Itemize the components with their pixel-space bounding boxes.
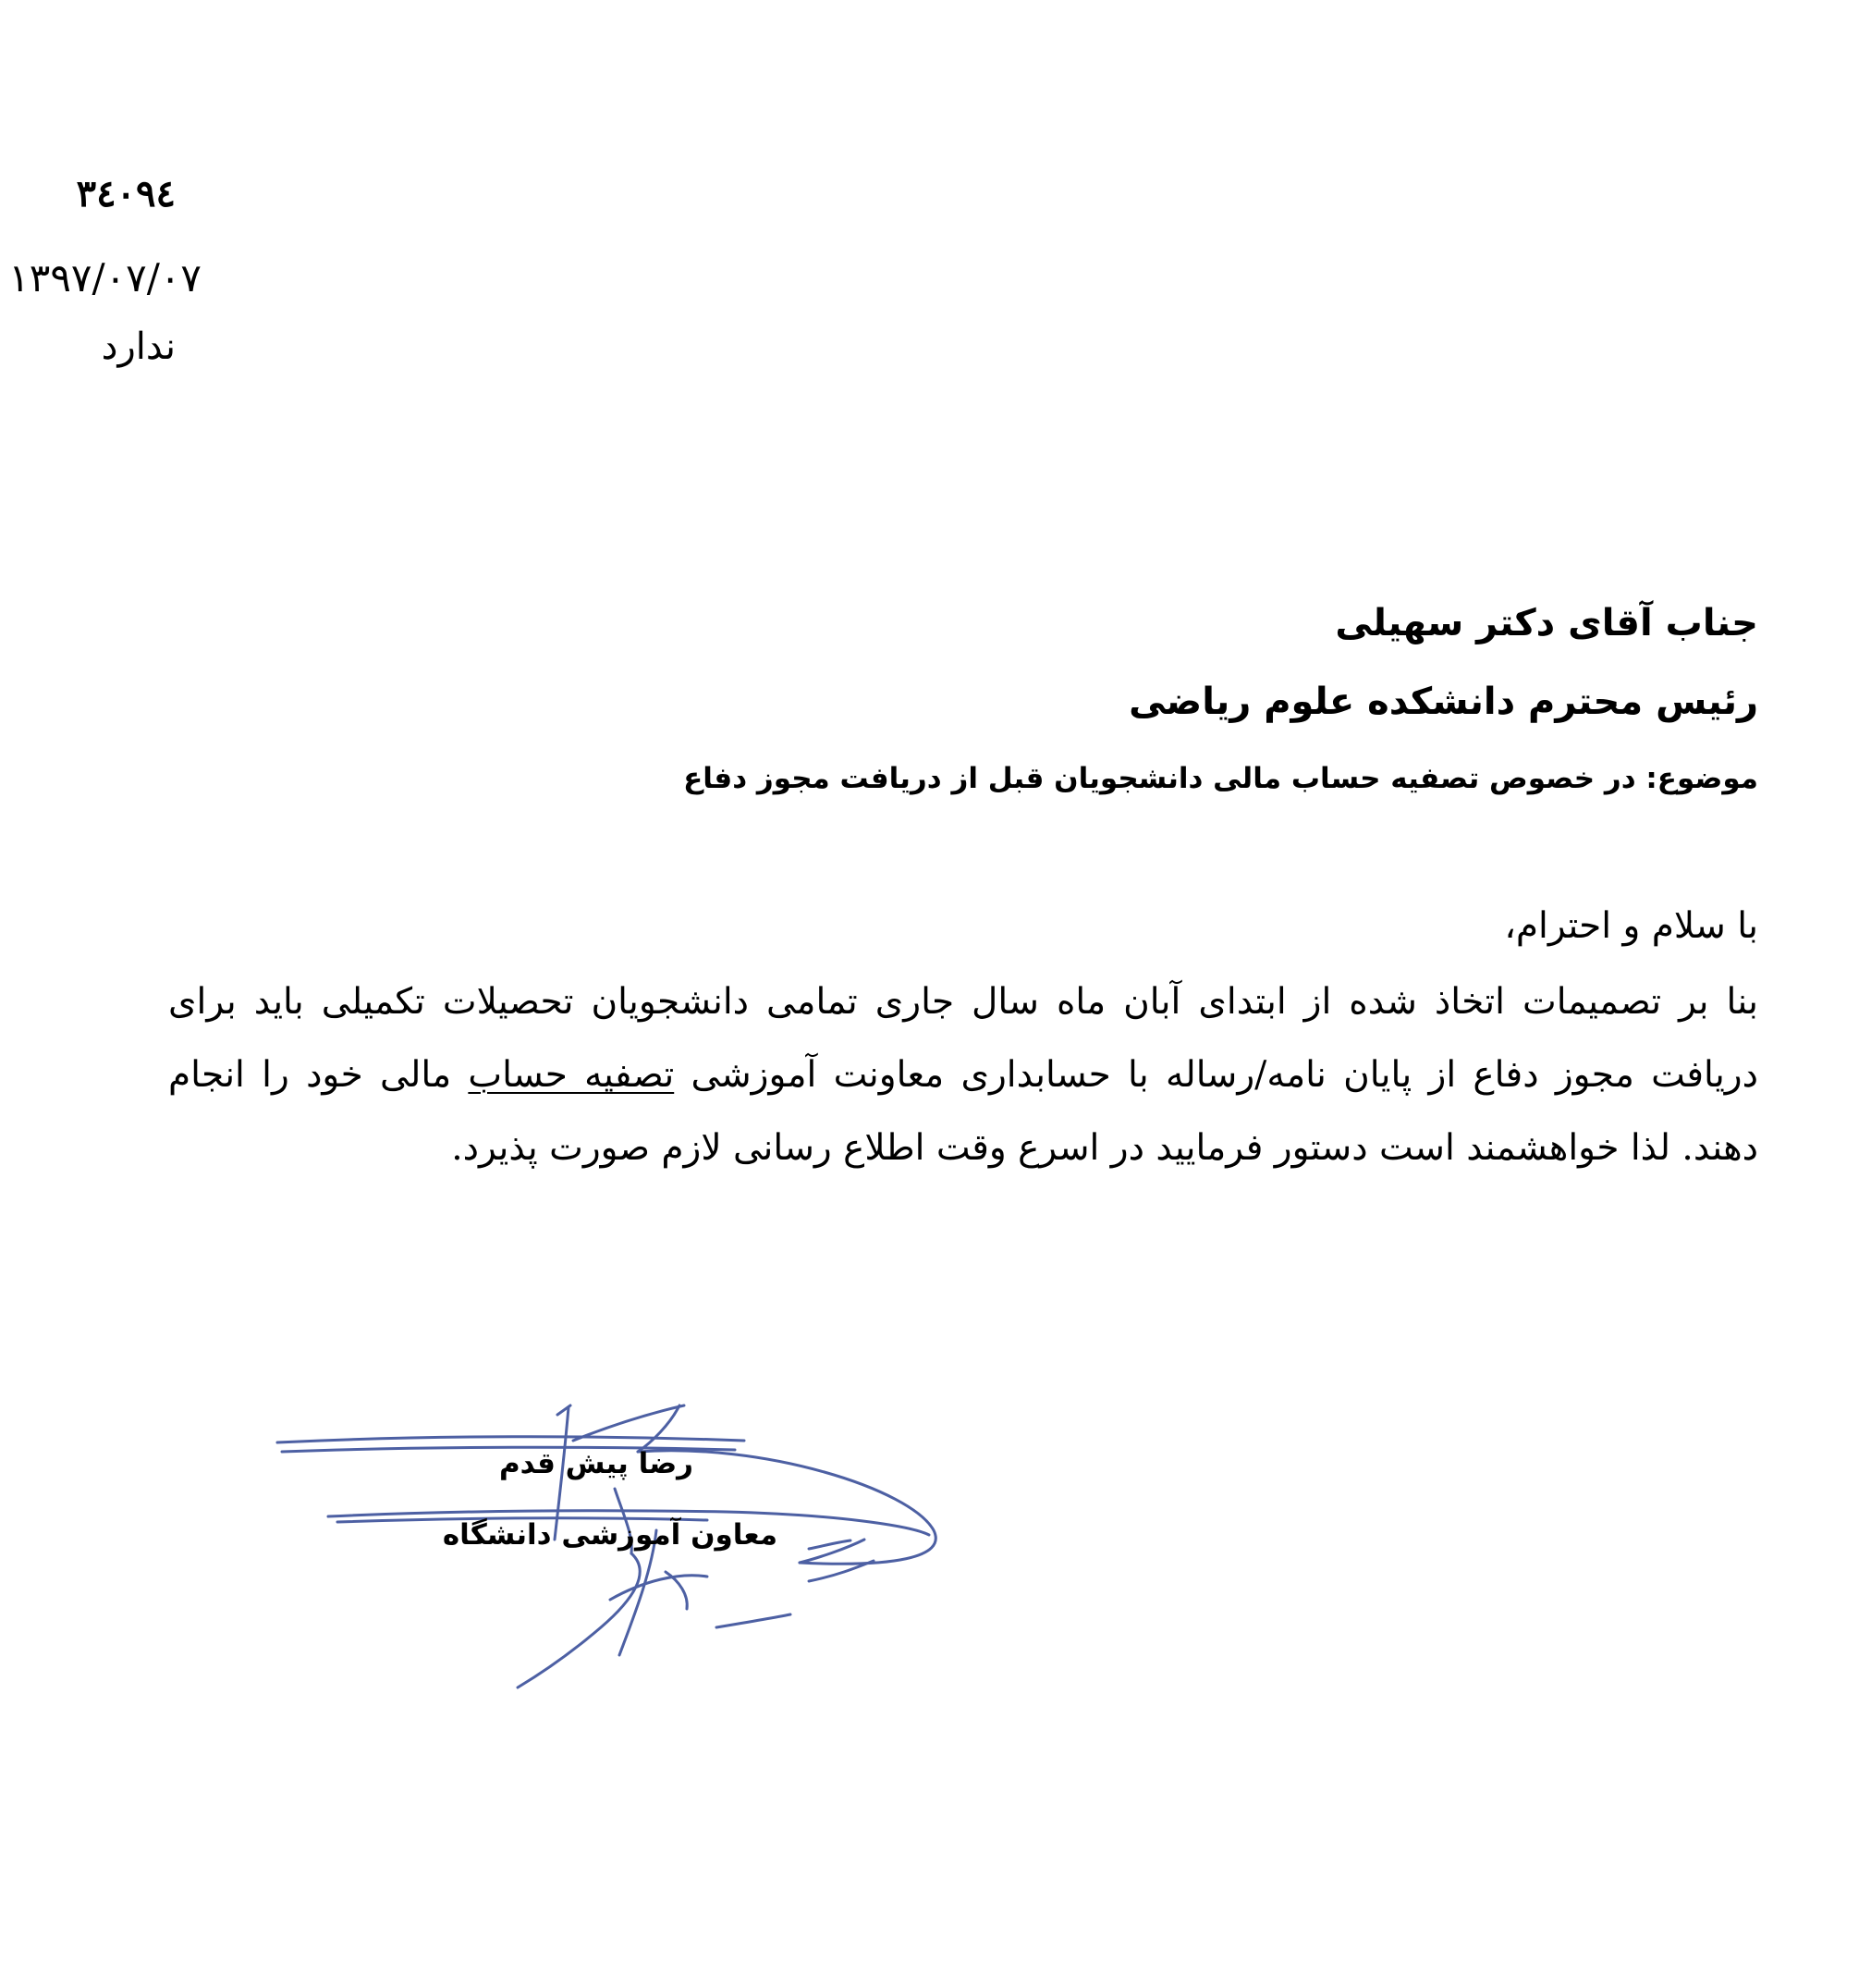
subject-line: [649, 760, 1758, 797]
subject-label: موضوع:: [1645, 762, 1758, 795]
signer-name: رضا پیش قدم: [498, 1447, 694, 1480]
paragraph-part-1: بنا بر تصمیمات اتخاذ شده از ابتدای آبان ماه سال جاری تمامی دانشجویان تحصیلات تکمیلی باید برای دریافت مجوز دفاع از پایان نامه/رساله با حسابداری معاونت آموزشی: [168, 980, 1758, 1096]
greeting: با سلام و احترام،: [1504, 905, 1758, 947]
letter-attachment: ندارد: [101, 325, 176, 368]
body-paragraph: [168, 965, 1758, 1184]
paragraph-part-2: مالی خود را انجام دهند. لذا خواهشمند است دستور فرمایید در اسرع وقت اطلاع رسانی لازم صورت پذیرد.: [168, 1053, 1758, 1169]
recipient-name: جناب آقای دکتر سهیلی: [1335, 602, 1758, 644]
underlined-phrase: تصفیه حساب: [468, 1053, 675, 1096]
signature-block: [245, 1350, 975, 1701]
letter-date: ۱۳۹۷/۰۷/۰۷: [8, 255, 202, 301]
recipient-title: رئیس محترم دانشکده علوم ریاضی: [1129, 681, 1758, 723]
subject-text: در خصوص تصفیه حساب مالی دانشجویان قبل از دریافت مجوز دفاع: [683, 762, 1636, 795]
signer-title: معاون آموزشی دانشگاه: [442, 1518, 778, 1552]
letter-body: [168, 902, 1758, 1184]
letter-number: ۳٤۰۹٤: [76, 172, 176, 215]
